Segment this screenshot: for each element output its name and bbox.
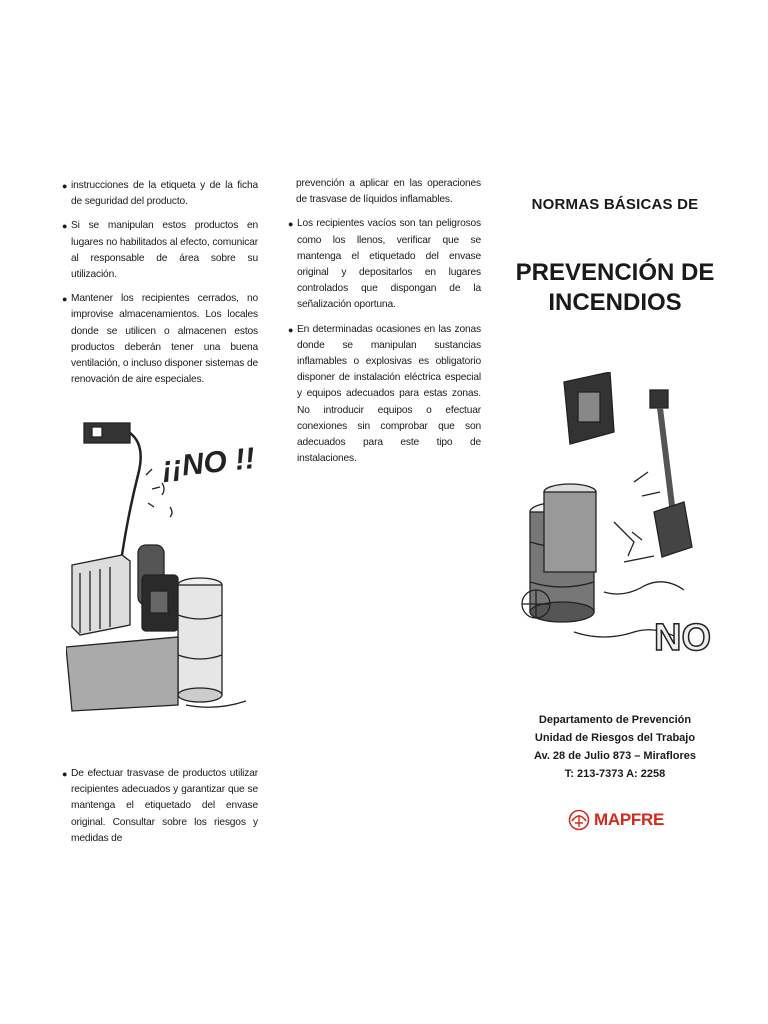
cover-title-line-2: INCENDIOS xyxy=(548,289,682,316)
contact-line-unit: Unidad de Riesgos del Trabajo xyxy=(534,732,696,744)
contact-line-department: Departamento de Prevención xyxy=(538,714,692,726)
list-item: ● Si se manipulan estos productos en lugares no habilitados al efecto, comunicar al responsable de área sobre su utilización. xyxy=(62,220,258,281)
list-item: ● De efectuar trasvase de productos utilizar recipientes adecuados y garantizar que se mantenga el etiquetado del envase original. Consultar sobre los riesgos y medidas de xyxy=(62,768,258,844)
continuation-text: prevención a aplicar en las operaciones de trasvase de líquidos inflamables. xyxy=(296,178,481,206)
cover-title-line-1: PREVENCIÓN DE xyxy=(515,259,715,286)
outlet-plug-shape xyxy=(84,423,130,443)
cover-title xyxy=(510,258,720,318)
list-item-text: Mantener los recipientes cerrados, no improvise almacenamientos. Los locales donde se utilicen o almacenen estos productos deberán tener una buena ventilación, o incluso disponer sistemas de renovación de aire especiales. xyxy=(71,293,258,386)
list-item: ● En determinadas ocasiones en las zonas donde se manipulan sustancias inflamables o explosivas es obligatorio disponer de instalación eléctrica especial y equipos adecuados para estas zonas. No introducir equipos o efectuar conexiones sin comprobar que son adecuados para este tipo de instalaciones. xyxy=(288,323,481,465)
no-text: NO xyxy=(654,617,711,659)
mapfre-emblem-icon xyxy=(568,809,590,831)
list-item-text: En determinadas ocasiones en las zonas donde se manipulan sustancias inflamables o explosivas es obligatorio disponer de instalación eléctrica especial y equipos adecuados para estas zonas. No introducir equipos o efectuar conexiones sin comprobar que son adecuados para este tipo de instalaciones. xyxy=(297,323,481,465)
no-illustration-left xyxy=(66,415,262,715)
contact-info xyxy=(510,711,720,783)
bullet-list-2 xyxy=(288,176,481,467)
list-item: ● Los recipientes vacíos son tan peligrosos como los llenos, verificar que se mantenga el etiquetado del envase original y depositarlos en lugares controlados que dispongan de la señalización oportuna. xyxy=(288,218,481,311)
list-item-text: instrucciones de la etiqueta y de la ficha de seguridad del producto. xyxy=(71,180,258,208)
bullet-list-1 xyxy=(62,178,258,388)
column-1 xyxy=(62,178,258,396)
no-illustration-cover xyxy=(514,372,712,662)
contact-line-phone: T: 213-7373 A: 2258 xyxy=(564,768,666,780)
mapfre-logo xyxy=(568,805,664,835)
cover-subtitle: NORMAS BÁSICAS DE xyxy=(531,196,699,213)
list-item-text: Los recipientes vacíos son tan peligrosos como los llenos, verificar que se mantenga el etiquetado del envase original y depositarlos en lugares controlados que dispongan de la señalización oportuna. xyxy=(297,218,481,311)
list-item-continuation xyxy=(288,176,481,208)
list-item-text: Si se manipulan estos productos en lugares no habilitados al efecto, comunicar al responsable de área sobre su utilización. xyxy=(71,220,258,281)
list-item: ● Mantener los recipientes cerrados, no improvise almacenamientos. Los locales donde se utilicen o almacenen estos productos deberán tener una buena ventilación, o incluso disponer sistemas de renovación de aire especiales. xyxy=(62,293,258,386)
list-item-text: De efectuar trasvase de productos utilizar recipientes adecuados y garantizar que se mantenga el etiquetado del envase original. Consultar sobre los riesgos y medidas de xyxy=(71,768,258,844)
contact-line-address: Av. 28 de Julio 873 – Miraflores xyxy=(533,750,696,762)
no-exclamation-text: ¡¡NO !! xyxy=(160,441,257,485)
mapfre-logo-text: MAPFRE xyxy=(594,810,664,829)
bottom-bullet xyxy=(62,766,258,855)
column-2 xyxy=(288,176,481,475)
list-item: ● instrucciones de la etiqueta y de la ficha de seguridad del producto. xyxy=(62,180,258,208)
